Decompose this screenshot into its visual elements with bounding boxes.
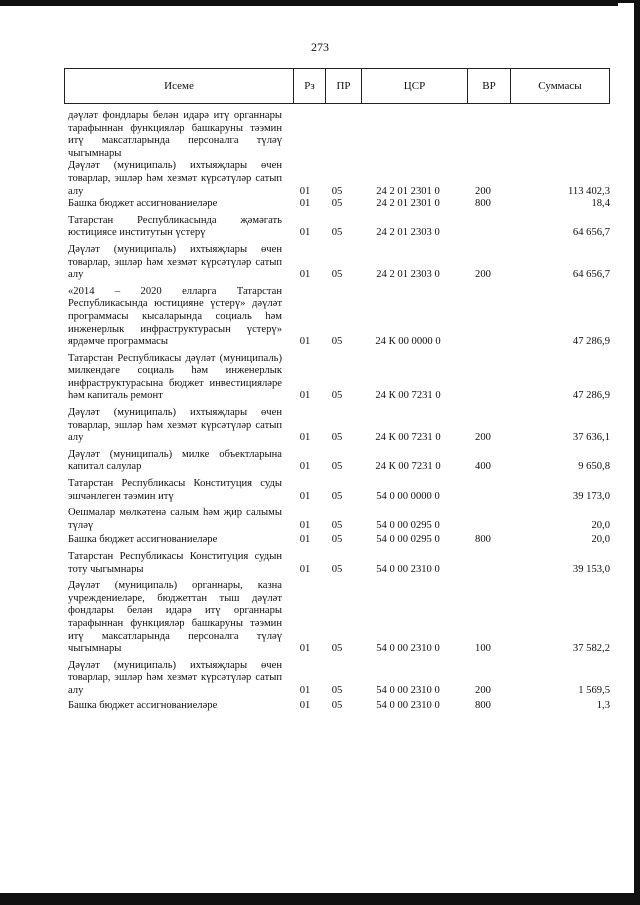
row-rz: 01 — [299, 227, 311, 239]
row-sum: 39 153,0 — [572, 563, 610, 575]
header-csr: ЦСР — [361, 69, 467, 103]
scan-border-top — [0, 0, 618, 6]
table-row — [68, 110, 610, 160]
row-sum: 47 286,9 — [572, 336, 610, 348]
row-name: Башка бюджет ассигнованиеләре — [68, 534, 218, 546]
row-name: Дәүләт (муниципаль) органнары, казна учреждениеләре, бюджеттан тыш дәүләт фондлары белән идарә итү органнары тарафыннан функцияләр башкаруны тәэмин итү максатларында персоналга түләү чыгымнары — [68, 580, 282, 655]
row-vr: 200 — [475, 684, 491, 696]
row-rz: 01 — [299, 643, 311, 655]
row-rz: 01 — [299, 684, 311, 696]
row-sum: 39 173,0 — [572, 490, 610, 502]
row-csr: 24 2 01 2301 0 — [376, 198, 440, 210]
row-name: Дәүләт (муниципаль) ихтыяҗлары өчен товарлар, эшләр һәм хезмәт күрсәтүләр сатып алу — [68, 659, 282, 696]
row-rz: 01 — [299, 519, 311, 531]
table-row — [68, 700, 610, 713]
row-pr: 05 — [331, 432, 343, 444]
table-row — [68, 215, 610, 240]
row-rz: 01 — [299, 490, 311, 502]
row-name: Дәүләт (муниципаль) ихтыяҗлары өчен товарлар, эшләр һәм хезмәт күрсәтүләр сатып алу — [68, 407, 282, 444]
row-csr: 54 0 00 2310 0 — [376, 684, 440, 696]
row-name: Татарстан Республикасы Конституция суды эшчәнлеген тәэмин итү — [68, 478, 282, 502]
row-pr: 05 — [331, 519, 343, 531]
row-csr: 54 0 00 0295 0 — [376, 534, 440, 546]
row-rz: 01 — [299, 432, 311, 444]
header-vr: ВР — [467, 69, 510, 103]
row-name: Татарстан Республикасы дәүләт (муниципаль) милкендәге социаль һәм инженерлык инфраструктурасына бюджет инвестицияләре һәм капиталь ремонт — [68, 352, 282, 402]
row-sum: 47 286,9 — [572, 390, 610, 402]
row-csr: 54 0 00 2310 0 — [376, 699, 440, 711]
row-csr: 54 0 00 0295 0 — [376, 519, 440, 531]
table-row — [68, 353, 610, 403]
table-row — [68, 160, 610, 198]
table-row — [68, 507, 610, 532]
header-sum: Суммасы — [510, 69, 609, 103]
scan-border-bottom — [0, 893, 640, 905]
row-sum: 113 402,3 — [568, 185, 610, 197]
row-vr: 400 — [475, 461, 491, 473]
row-csr: 24 2 01 2301 0 — [376, 185, 440, 197]
row-pr: 05 — [331, 198, 343, 210]
row-vr: 800 — [475, 198, 491, 210]
row-csr: 24 2 01 2303 0 — [376, 227, 440, 239]
row-pr: 05 — [331, 684, 343, 696]
table-row — [68, 478, 610, 503]
row-csr: 24 2 01 2303 0 — [376, 269, 440, 281]
row-vr: 800 — [475, 699, 491, 711]
row-pr: 05 — [331, 336, 343, 348]
row-pr: 05 — [331, 390, 343, 402]
header-rz: Рз — [293, 69, 325, 103]
row-sum: 18,4 — [591, 198, 610, 210]
row-name: Дәүләт (муниципаль) милке объектларына капитал салулар — [68, 448, 282, 473]
row-sum: 37 636,1 — [572, 432, 610, 444]
row-csr: 54 0 00 2310 0 — [376, 643, 440, 655]
table-body — [68, 110, 610, 712]
row-name: Татарстан Республикасы Конституция судын тоту чыгымнары — [68, 551, 282, 575]
table-row — [68, 286, 610, 349]
row-sum: 9 650,8 — [578, 461, 610, 473]
row-rz: 01 — [299, 198, 311, 210]
row-rz: 01 — [299, 185, 311, 197]
header-pr: ПР — [325, 69, 361, 103]
row-sum: 64 656,7 — [572, 227, 610, 239]
row-name: Башка бюджет ассигнованиеләре — [68, 699, 218, 711]
row-csr: 54 0 00 2310 0 — [376, 563, 440, 575]
row-pr: 05 — [331, 490, 343, 502]
table-row — [68, 660, 610, 698]
row-vr: 200 — [475, 269, 491, 281]
row-pr: 05 — [331, 699, 343, 711]
row-csr: 24 К 00 7231 0 — [375, 461, 441, 473]
row-rz: 01 — [299, 269, 311, 281]
row-pr: 05 — [331, 643, 343, 655]
row-name: Оешмалар мөлкәтенә салым һәм җир салымы түләү — [68, 507, 282, 531]
table-header — [64, 68, 610, 104]
row-name: «2014 – 2020 елларга Татарстан Республикасында юстицияне үстерү» дәүләт программасы кысаларында социаль һәм инженерлык инфраструктурасын үстерү» ярдәмче программасы — [68, 285, 282, 348]
row-name: Дәүләт (муниципаль) ихтыяҗлары өчен товарлар, эшләр һәм хезмәт күрсәтүләр сатып алу — [68, 160, 282, 197]
row-name: Дәүләт (муниципаль) ихтыяҗлары өчен товарлар, эшләр һәм хезмәт күрсәтүләр сатып алу — [68, 243, 282, 281]
table-row — [68, 244, 610, 282]
row-rz: 01 — [299, 461, 311, 473]
row-pr: 05 — [331, 461, 343, 473]
row-sum: 1 569,5 — [578, 684, 610, 696]
row-vr: 200 — [475, 185, 491, 197]
row-pr: 05 — [331, 185, 343, 197]
row-rz: 01 — [299, 563, 311, 575]
row-name: Башка бюджет ассигнованиеләре — [68, 198, 218, 210]
row-csr: 24 К 00 0000 0 — [375, 336, 441, 348]
row-name: Татарстан Республикасында җәмәгать юстициясе институтын үстерү — [68, 214, 282, 239]
row-sum: 64 656,7 — [572, 269, 610, 281]
row-vr: 200 — [475, 432, 491, 444]
table-row — [68, 534, 610, 547]
scan-border-right — [634, 0, 640, 905]
header-name: Исеме — [164, 80, 194, 92]
table-row — [68, 198, 610, 211]
row-rz: 01 — [299, 336, 311, 348]
row-rz: 01 — [299, 534, 311, 546]
row-sum: 1,3 — [596, 699, 610, 711]
row-name: дәүләт фондлары белән идарә итү органнары тарафыннан функцияләр башкаруны тәэмин итү максатларында персоналга түләү чыгымнары — [68, 110, 282, 159]
row-csr: 24 К 00 7231 0 — [375, 390, 441, 402]
table-row — [68, 449, 610, 474]
row-sum: 20,0 — [591, 534, 610, 546]
row-pr: 05 — [331, 269, 343, 281]
row-vr: 800 — [475, 534, 491, 546]
row-sum: 37 582,2 — [572, 643, 610, 655]
row-pr: 05 — [331, 534, 343, 546]
row-sum: 20,0 — [591, 519, 610, 531]
row-pr: 05 — [331, 227, 343, 239]
row-rz: 01 — [299, 699, 311, 711]
table-row — [68, 407, 610, 445]
row-csr: 54 0 00 0000 0 — [376, 490, 440, 502]
row-csr: 24 К 00 7231 0 — [375, 432, 441, 444]
table-row — [68, 551, 610, 576]
row-vr: 100 — [475, 643, 491, 655]
table-row — [68, 580, 610, 656]
page-number: 273 — [311, 40, 329, 54]
row-rz: 01 — [299, 390, 311, 402]
row-pr: 05 — [331, 563, 343, 575]
